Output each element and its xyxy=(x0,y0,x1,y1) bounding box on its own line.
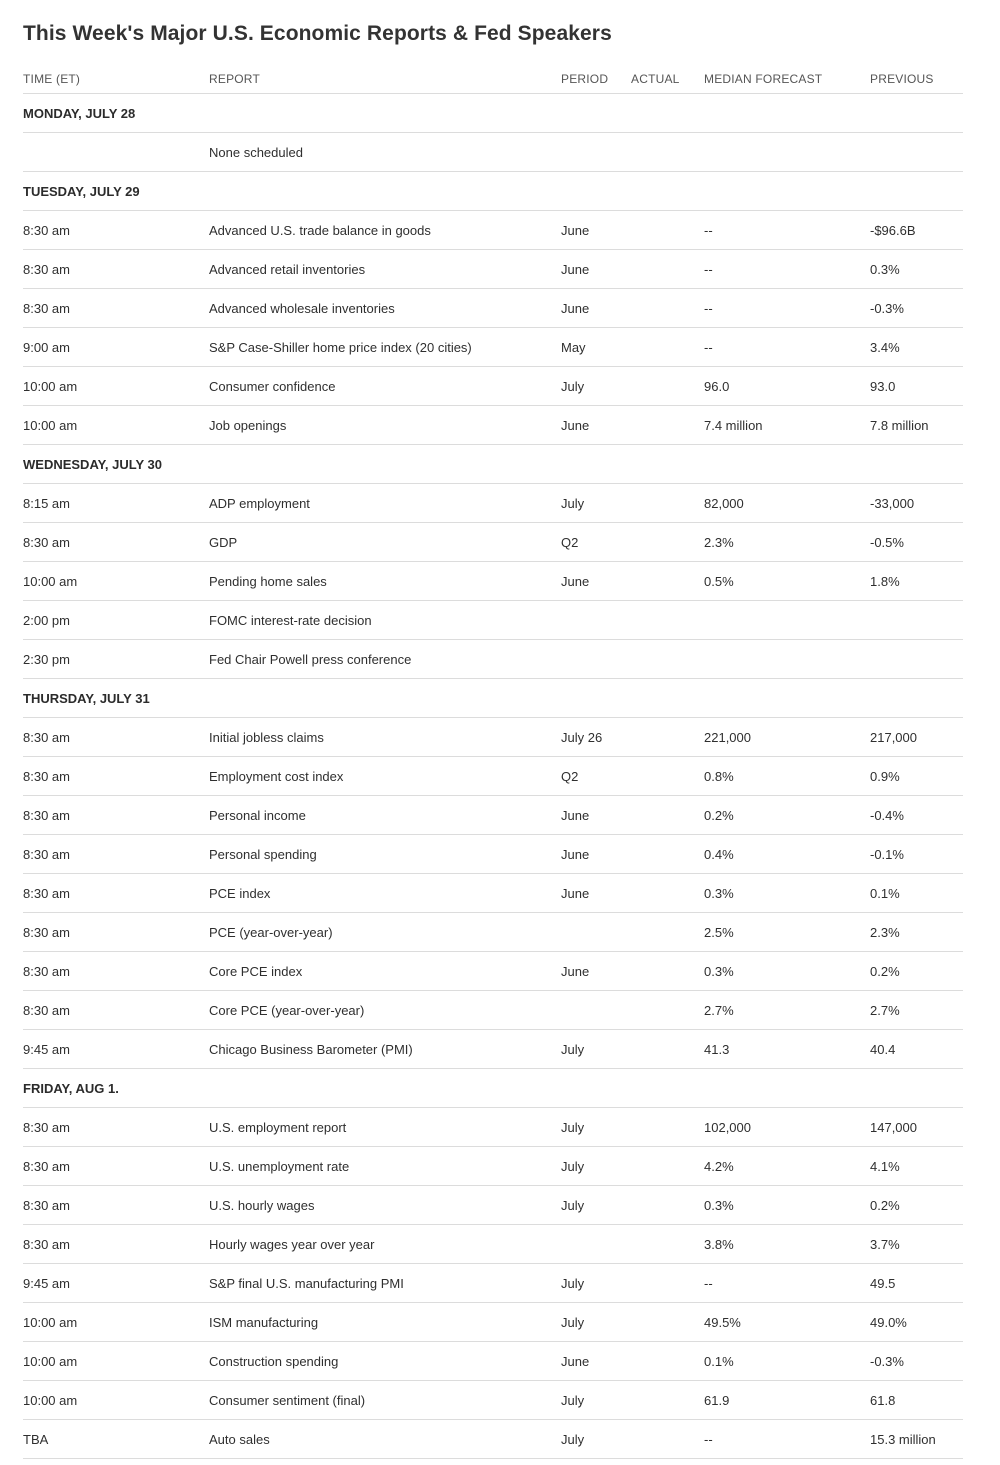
column-header-period: PERIOD xyxy=(561,64,631,94)
time-cell: 8:30 am xyxy=(23,211,209,250)
time-cell: 9:45 am xyxy=(23,1030,209,1069)
median-forecast-cell: 96.0 xyxy=(704,367,870,406)
actual-cell xyxy=(631,211,704,250)
actual-cell xyxy=(631,913,704,952)
report-cell: None scheduled xyxy=(209,133,561,172)
time-cell: 8:30 am xyxy=(23,835,209,874)
table-row xyxy=(23,757,963,796)
actual-cell xyxy=(631,484,704,523)
report-cell: ADP employment xyxy=(209,484,561,523)
median-forecast-cell: 4.2% xyxy=(704,1147,870,1186)
time-cell: 8:30 am xyxy=(23,1147,209,1186)
report-cell: Consumer confidence xyxy=(209,367,561,406)
report-cell: GDP xyxy=(209,523,561,562)
period-cell: June xyxy=(561,796,631,835)
actual-cell xyxy=(631,1342,704,1381)
time-cell: 8:30 am xyxy=(23,952,209,991)
previous-cell: 93.0 xyxy=(870,367,963,406)
period-cell: July xyxy=(561,1264,631,1303)
report-cell: Advanced retail inventories xyxy=(209,250,561,289)
time-cell: 2:30 pm xyxy=(23,640,209,679)
actual-cell xyxy=(631,952,704,991)
actual-cell xyxy=(631,1381,704,1420)
table-row xyxy=(23,1147,963,1186)
actual-cell xyxy=(631,718,704,757)
median-forecast-cell xyxy=(704,601,870,640)
previous-cell xyxy=(870,640,963,679)
median-forecast-cell: 2.3% xyxy=(704,523,870,562)
report-cell: Advanced wholesale inventories xyxy=(209,289,561,328)
time-cell: 8:30 am xyxy=(23,718,209,757)
period-cell xyxy=(561,601,631,640)
period-cell: Q2 xyxy=(561,523,631,562)
time-cell: 8:30 am xyxy=(23,991,209,1030)
table-row xyxy=(23,1420,963,1459)
table-row xyxy=(23,1264,963,1303)
report-cell: Initial jobless claims xyxy=(209,718,561,757)
table-row xyxy=(23,523,963,562)
previous-cell: 0.3% xyxy=(870,250,963,289)
previous-cell: 0.9% xyxy=(870,757,963,796)
median-forecast-cell: -- xyxy=(704,211,870,250)
median-forecast-cell: 61.9 xyxy=(704,1381,870,1420)
page-title: This Week's Major U.S. Economic Reports & Fed Speakers xyxy=(23,22,612,45)
period-cell: June xyxy=(561,952,631,991)
previous-cell: 147,000 xyxy=(870,1108,963,1147)
previous-cell: 49.0% xyxy=(870,1303,963,1342)
period-cell xyxy=(561,991,631,1030)
table-row xyxy=(23,640,963,679)
actual-cell xyxy=(631,874,704,913)
previous-cell: -33,000 xyxy=(870,484,963,523)
time-cell xyxy=(23,133,209,172)
previous-cell: -0.3% xyxy=(870,1342,963,1381)
report-cell: PCE index xyxy=(209,874,561,913)
period-cell: June xyxy=(561,406,631,445)
table-body xyxy=(23,94,963,1459)
report-cell: Fed Chair Powell press conference xyxy=(209,640,561,679)
table-row xyxy=(23,796,963,835)
table-row xyxy=(23,484,963,523)
median-forecast-cell: 0.1% xyxy=(704,1342,870,1381)
previous-cell xyxy=(870,601,963,640)
median-forecast-cell: -- xyxy=(704,289,870,328)
report-cell: U.S. hourly wages xyxy=(209,1186,561,1225)
period-cell: July xyxy=(561,1381,631,1420)
actual-cell xyxy=(631,991,704,1030)
table-row xyxy=(23,991,963,1030)
actual-cell xyxy=(631,523,704,562)
table-header xyxy=(23,64,963,94)
median-forecast-cell xyxy=(704,640,870,679)
table-row xyxy=(23,718,963,757)
report-cell: Auto sales xyxy=(209,1420,561,1459)
table-row xyxy=(23,133,963,172)
report-cell: S&P Case-Shiller home price index (20 cities) xyxy=(209,328,561,367)
median-forecast-cell: 82,000 xyxy=(704,484,870,523)
period-cell: July xyxy=(561,1186,631,1225)
period-cell: May xyxy=(561,328,631,367)
report-cell: U.S. employment report xyxy=(209,1108,561,1147)
day-header-row xyxy=(23,445,963,484)
table-row xyxy=(23,1108,963,1147)
median-forecast-cell: -- xyxy=(704,1420,870,1459)
median-forecast-cell: 7.4 million xyxy=(704,406,870,445)
day-label: THURSDAY, JULY 31 xyxy=(23,679,963,718)
time-cell: 8:30 am xyxy=(23,289,209,328)
table-row xyxy=(23,1225,963,1264)
table-row xyxy=(23,913,963,952)
actual-cell xyxy=(631,1303,704,1342)
period-cell: July xyxy=(561,1030,631,1069)
median-forecast-cell: 3.8% xyxy=(704,1225,870,1264)
time-cell: 8:15 am xyxy=(23,484,209,523)
column-header-report: REPORT xyxy=(209,64,561,94)
report-cell: Core PCE index xyxy=(209,952,561,991)
median-forecast-cell: 41.3 xyxy=(704,1030,870,1069)
time-cell: 8:30 am xyxy=(23,913,209,952)
previous-cell: 0.2% xyxy=(870,952,963,991)
table-row xyxy=(23,952,963,991)
period-cell xyxy=(561,1225,631,1264)
median-forecast-cell: 221,000 xyxy=(704,718,870,757)
report-cell: Personal spending xyxy=(209,835,561,874)
median-forecast-cell: -- xyxy=(704,1264,870,1303)
report-cell: FOMC interest-rate decision xyxy=(209,601,561,640)
day-header-row xyxy=(23,94,963,133)
table-row xyxy=(23,328,963,367)
report-cell: Construction spending xyxy=(209,1342,561,1381)
time-cell: 8:30 am xyxy=(23,250,209,289)
period-cell xyxy=(561,913,631,952)
actual-cell xyxy=(631,367,704,406)
previous-cell: 0.1% xyxy=(870,874,963,913)
actual-cell xyxy=(631,406,704,445)
period-cell: June xyxy=(561,289,631,328)
day-header-row xyxy=(23,1069,963,1108)
actual-cell xyxy=(631,289,704,328)
previous-cell: 0.2% xyxy=(870,1186,963,1225)
report-calendar xyxy=(23,0,963,1459)
time-cell: 8:30 am xyxy=(23,1108,209,1147)
column-header-actual: ACTUAL xyxy=(631,64,704,94)
period-cell: June xyxy=(561,874,631,913)
day-label: MONDAY, JULY 28 xyxy=(23,94,963,133)
period-cell: July xyxy=(561,367,631,406)
time-cell: 9:45 am xyxy=(23,1264,209,1303)
actual-cell xyxy=(631,562,704,601)
day-label: WEDNESDAY, JULY 30 xyxy=(23,445,963,484)
period-cell: June xyxy=(561,250,631,289)
median-forecast-cell: 0.3% xyxy=(704,952,870,991)
previous-cell: 2.3% xyxy=(870,913,963,952)
day-header-row xyxy=(23,172,963,211)
time-cell: 10:00 am xyxy=(23,367,209,406)
day-header-row xyxy=(23,679,963,718)
actual-cell xyxy=(631,133,704,172)
table-row xyxy=(23,1303,963,1342)
actual-cell xyxy=(631,1420,704,1459)
median-forecast-cell: 0.3% xyxy=(704,1186,870,1225)
report-cell: Core PCE (year-over-year) xyxy=(209,991,561,1030)
report-cell: Employment cost index xyxy=(209,757,561,796)
day-label: FRIDAY, AUG 1. xyxy=(23,1069,963,1108)
median-forecast-cell: 0.5% xyxy=(704,562,870,601)
median-forecast-cell: 0.4% xyxy=(704,835,870,874)
report-cell: U.S. unemployment rate xyxy=(209,1147,561,1186)
report-cell: Hourly wages year over year xyxy=(209,1225,561,1264)
time-cell: 8:30 am xyxy=(23,757,209,796)
actual-cell xyxy=(631,601,704,640)
previous-cell: 217,000 xyxy=(870,718,963,757)
table-row xyxy=(23,1381,963,1420)
table-row xyxy=(23,406,963,445)
actual-cell xyxy=(631,640,704,679)
report-cell: ISM manufacturing xyxy=(209,1303,561,1342)
report-cell: Personal income xyxy=(209,796,561,835)
column-header-time: TIME (ET) xyxy=(23,64,209,94)
table-row xyxy=(23,250,963,289)
period-cell: July xyxy=(561,1420,631,1459)
period-cell: June xyxy=(561,211,631,250)
period-cell: Q2 xyxy=(561,757,631,796)
period-cell: July xyxy=(561,484,631,523)
previous-cell: 61.8 xyxy=(870,1381,963,1420)
actual-cell xyxy=(631,1030,704,1069)
time-cell: TBA xyxy=(23,1420,209,1459)
time-cell: 10:00 am xyxy=(23,1381,209,1420)
report-cell: Advanced U.S. trade balance in goods xyxy=(209,211,561,250)
day-label: TUESDAY, JULY 29 xyxy=(23,172,963,211)
period-cell xyxy=(561,133,631,172)
table-row xyxy=(23,562,963,601)
actual-cell xyxy=(631,1264,704,1303)
time-cell: 10:00 am xyxy=(23,1303,209,1342)
median-forecast-cell: 49.5% xyxy=(704,1303,870,1342)
actual-cell xyxy=(631,250,704,289)
report-cell: S&P final U.S. manufacturing PMI xyxy=(209,1264,561,1303)
header-row xyxy=(23,64,963,94)
table-row xyxy=(23,874,963,913)
reports-table xyxy=(23,64,963,1459)
previous-cell: -0.5% xyxy=(870,523,963,562)
time-cell: 8:30 am xyxy=(23,874,209,913)
period-cell xyxy=(561,640,631,679)
median-forecast-cell: 2.7% xyxy=(704,991,870,1030)
previous-cell: 3.7% xyxy=(870,1225,963,1264)
actual-cell xyxy=(631,757,704,796)
actual-cell xyxy=(631,1225,704,1264)
table-row xyxy=(23,1186,963,1225)
previous-cell: 2.7% xyxy=(870,991,963,1030)
previous-cell: 4.1% xyxy=(870,1147,963,1186)
report-cell: PCE (year-over-year) xyxy=(209,913,561,952)
median-forecast-cell: 2.5% xyxy=(704,913,870,952)
actual-cell xyxy=(631,1108,704,1147)
table-row xyxy=(23,211,963,250)
previous-cell: 1.8% xyxy=(870,562,963,601)
previous-cell: 15.3 million xyxy=(870,1420,963,1459)
column-header-median-forecast: MEDIAN FORECAST xyxy=(704,64,870,94)
median-forecast-cell xyxy=(704,133,870,172)
table-row xyxy=(23,835,963,874)
actual-cell xyxy=(631,796,704,835)
time-cell: 8:30 am xyxy=(23,1186,209,1225)
period-cell: June xyxy=(561,1342,631,1381)
period-cell: July xyxy=(561,1147,631,1186)
report-cell: Pending home sales xyxy=(209,562,561,601)
time-cell: 8:30 am xyxy=(23,1225,209,1264)
period-cell: July xyxy=(561,1108,631,1147)
previous-cell: -0.3% xyxy=(870,289,963,328)
report-cell: Consumer sentiment (final) xyxy=(209,1381,561,1420)
median-forecast-cell: -- xyxy=(704,328,870,367)
median-forecast-cell: -- xyxy=(704,250,870,289)
report-cell: Job openings xyxy=(209,406,561,445)
actual-cell xyxy=(631,1186,704,1225)
previous-cell: -0.4% xyxy=(870,796,963,835)
table-row xyxy=(23,289,963,328)
time-cell: 10:00 am xyxy=(23,406,209,445)
previous-cell: 40.4 xyxy=(870,1030,963,1069)
table-row xyxy=(23,367,963,406)
period-cell: July xyxy=(561,1303,631,1342)
table-row xyxy=(23,1342,963,1381)
period-cell: July 26 xyxy=(561,718,631,757)
time-cell: 8:30 am xyxy=(23,796,209,835)
median-forecast-cell: 0.8% xyxy=(704,757,870,796)
table-row xyxy=(23,601,963,640)
report-cell: Chicago Business Barometer (PMI) xyxy=(209,1030,561,1069)
median-forecast-cell: 0.3% xyxy=(704,874,870,913)
previous-cell: -0.1% xyxy=(870,835,963,874)
period-cell: June xyxy=(561,835,631,874)
previous-cell: 3.4% xyxy=(870,328,963,367)
column-header-previous: PREVIOUS xyxy=(870,64,963,94)
previous-cell xyxy=(870,133,963,172)
actual-cell xyxy=(631,328,704,367)
median-forecast-cell: 0.2% xyxy=(704,796,870,835)
previous-cell: -$96.6B xyxy=(870,211,963,250)
period-cell: June xyxy=(561,562,631,601)
previous-cell: 7.8 million xyxy=(870,406,963,445)
actual-cell xyxy=(631,835,704,874)
previous-cell: 49.5 xyxy=(870,1264,963,1303)
table-row xyxy=(23,1030,963,1069)
time-cell: 8:30 am xyxy=(23,523,209,562)
time-cell: 9:00 am xyxy=(23,328,209,367)
time-cell: 10:00 am xyxy=(23,562,209,601)
actual-cell xyxy=(631,1147,704,1186)
time-cell: 10:00 am xyxy=(23,1342,209,1381)
median-forecast-cell: 102,000 xyxy=(704,1108,870,1147)
time-cell: 2:00 pm xyxy=(23,601,209,640)
